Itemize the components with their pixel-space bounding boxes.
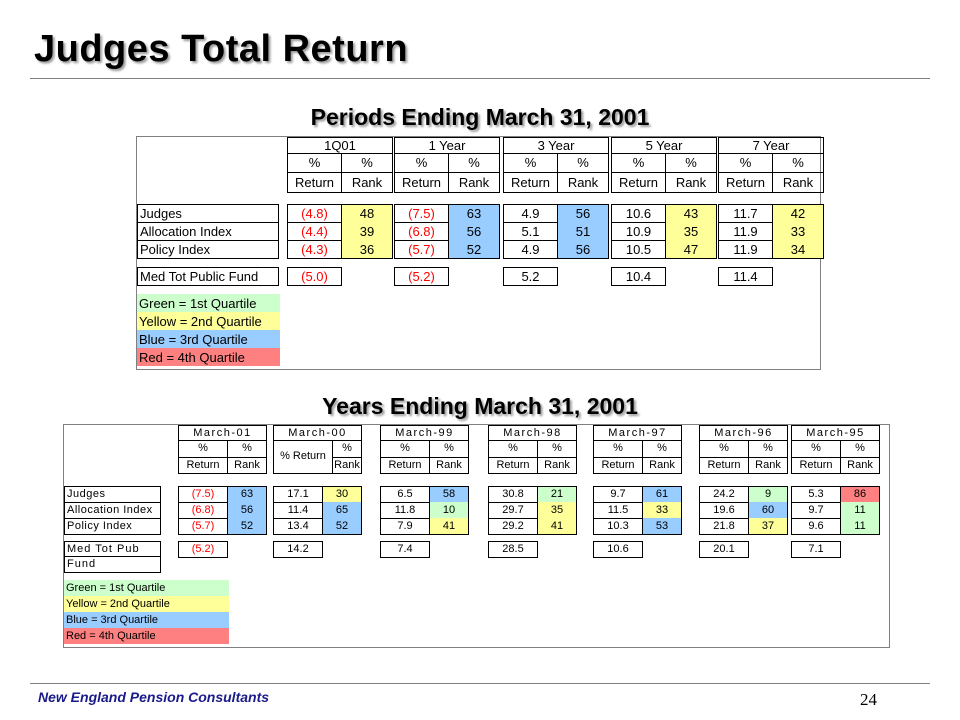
return-cell: 19.6 [699,502,749,519]
return-cell: 10.9 [611,222,666,241]
fund-return-cell: 5.2 [503,267,558,286]
fund-label-line1: Med Tot Pub [64,541,161,557]
col-return-top: % [178,440,228,458]
col-rank-top: % [227,440,267,458]
return-cell: 7.9 [380,518,430,535]
rank-cell: 11 [840,518,880,535]
legend-yellow: Yellow = 2nd Quartile [64,596,229,612]
col-rank-bottom: Rank [557,173,609,193]
col-return-bottom: Return [503,173,558,193]
fund-return-cell: 11.4 [718,267,773,286]
rank-cell: 56 [448,222,500,241]
col-rank-bottom: Rank [448,173,500,193]
rank-cell: 11 [840,502,880,519]
fund-return-cell: 7.1 [791,541,841,558]
col-rank-bottom: Rank [341,173,393,193]
page-number: 24 [860,690,877,709]
rank-cell: 56 [557,204,609,223]
row-label: Policy Index [64,518,161,535]
return-cell: 10.5 [611,240,666,259]
rank-cell: 39 [341,222,393,241]
col-return-top: % [380,440,430,458]
col-return-combined: % Return [273,440,333,474]
return-cell: 11.4 [273,502,323,519]
footer-org: New England Pension Consultants [38,689,270,705]
fund-return-cell: 14.2 [273,541,323,558]
return-cell: (6.8) [394,222,449,241]
col-rank-top: % [537,440,577,458]
return-cell: 13.4 [273,518,323,535]
col-rank-bottom: Rank [840,457,880,474]
row-label: Policy Index [137,240,279,259]
col-return-bottom: Return [488,457,538,474]
period-header: 3 Year [503,137,609,154]
return-cell: (5.7) [394,240,449,259]
rank-cell: 10 [429,502,469,519]
period-header: March-98 [488,425,577,441]
rank-cell: 86 [840,486,880,503]
row-label: Judges [137,204,279,223]
return-cell: 10.6 [611,204,666,223]
rank-cell: 52 [322,518,362,535]
rank-cell: 35 [537,502,577,519]
col-return-bottom: Return [593,457,643,474]
return-cell: 17.1 [273,486,323,503]
periods-table [136,136,821,370]
rank-cell: 51 [557,222,609,241]
return-cell: 24.2 [699,486,749,503]
return-cell: 4.9 [503,240,558,259]
col-rank-bottom: Rank [227,457,267,474]
fund-return-cell: 28.5 [488,541,538,558]
col-rank-top: % [748,440,788,458]
col-return-top: % [791,440,841,458]
return-cell: 29.7 [488,502,538,519]
rank-cell: 52 [227,518,267,535]
fund-return-cell: (5.2) [394,267,449,286]
col-return-bottom: Return [394,173,449,193]
rank-cell: 65 [322,502,362,519]
fund-return-cell: 20.1 [699,541,749,558]
rank-cell: 43 [665,204,717,223]
col-return-bottom: Return [287,173,342,193]
col-return-top: % [611,153,666,173]
col-rank-bottom: Rank [537,457,577,474]
period-header: March-00 [273,425,362,441]
return-cell: 29.2 [488,518,538,535]
return-cell: 11.9 [718,240,773,259]
rank-cell: 41 [537,518,577,535]
fund-return-cell: 10.6 [593,541,643,558]
col-rank-top: % [448,153,500,173]
return-cell: 9.6 [791,518,841,535]
return-cell: 11.7 [718,204,773,223]
legend-green: Green = 1st Quartile [64,580,229,596]
col-return-bottom: Return [178,457,228,474]
rank-cell: 61 [642,486,682,503]
period-header: March-99 [380,425,469,441]
rank-cell: 52 [448,240,500,259]
col-return-bottom: Return [718,173,773,193]
col-rank-top: % [332,440,362,458]
row-label: Judges [64,486,161,503]
col-return-top: % [593,440,643,458]
rank-cell: 56 [557,240,609,259]
row-label: Allocation Index [137,222,279,241]
rank-cell: 37 [748,518,788,535]
row-label: Allocation Index [64,502,161,519]
fund-return-cell: 10.4 [611,267,666,286]
return-cell: 4.9 [503,204,558,223]
return-cell: 21.8 [699,518,749,535]
fund-return-cell: (5.0) [287,267,342,286]
title-divider [30,78,930,79]
col-rank-top: % [557,153,609,173]
return-cell: (4.8) [287,204,342,223]
rank-cell: 36 [341,240,393,259]
period-header: March-97 [593,425,682,441]
col-return-top: % [503,153,558,173]
period-header: March-95 [791,425,880,441]
return-cell: 10.3 [593,518,643,535]
return-cell: (4.4) [287,222,342,241]
return-cell: 30.8 [488,486,538,503]
col-rank-bottom: Rank [332,457,362,474]
rank-cell: 63 [227,486,267,503]
col-return-top: % [287,153,342,173]
col-return-bottom: Return [699,457,749,474]
rank-cell: 42 [772,204,824,223]
rank-cell: 30 [322,486,362,503]
period-header: 7 Year [718,137,824,154]
col-rank-top: % [665,153,717,173]
legend-blue: Blue = 3rd Quartile [137,330,280,348]
rank-cell: 33 [642,502,682,519]
return-cell: 5.1 [503,222,558,241]
return-cell: 11.5 [593,502,643,519]
rank-cell: 33 [772,222,824,241]
legend-green: Green = 1st Quartile [137,294,280,312]
col-rank-top: % [341,153,393,173]
footer-divider [30,683,930,684]
fund-return-cell: (5.2) [178,541,228,558]
rank-cell: 47 [665,240,717,259]
rank-cell: 63 [448,204,500,223]
fund-return-cell: 7.4 [380,541,430,558]
fund-label-line2: Fund [64,556,161,573]
col-rank-top: % [840,440,880,458]
rank-cell: 41 [429,518,469,535]
legend-red: Red = 4th Quartile [64,628,229,644]
col-return-top: % [394,153,449,173]
return-cell: (7.5) [394,204,449,223]
legend-red: Red = 4th Quartile [137,348,280,366]
fund-label: Med Tot Public Fund [137,267,279,286]
return-cell: (5.7) [178,518,228,535]
return-cell: (7.5) [178,486,228,503]
return-cell: 11.9 [718,222,773,241]
rank-cell: 21 [537,486,577,503]
col-rank-bottom: Rank [772,173,824,193]
col-rank-top: % [642,440,682,458]
return-cell: 6.5 [380,486,430,503]
rank-cell: 35 [665,222,717,241]
rank-cell: 48 [341,204,393,223]
years-table [63,424,890,648]
return-cell: (6.8) [178,502,228,519]
col-return-top: % [488,440,538,458]
page-title: Judges Total Return [34,28,409,70]
period-header: 5 Year [611,137,717,154]
return-cell: 9.7 [791,502,841,519]
col-return-top: % [699,440,749,458]
period-header: 1 Year [394,137,500,154]
col-return-top: % [718,153,773,173]
return-cell: 5.3 [791,486,841,503]
col-rank-bottom: Rank [429,457,469,474]
col-return-bottom: Return [611,173,666,193]
col-return-bottom: Return [380,457,430,474]
rank-cell: 9 [748,486,788,503]
col-return-bottom: Return [791,457,841,474]
rank-cell: 58 [429,486,469,503]
rank-cell: 34 [772,240,824,259]
col-rank-top: % [429,440,469,458]
legend-blue: Blue = 3rd Quartile [64,612,229,628]
period-header: 1Q01 [287,137,393,154]
col-rank-bottom: Rank [665,173,717,193]
table1-heading: Periods Ending March 31, 2001 [310,104,650,130]
return-cell: (4.3) [287,240,342,259]
col-rank-top: % [772,153,824,173]
col-rank-bottom: Rank [642,457,682,474]
col-rank-bottom: Rank [748,457,788,474]
legend-yellow: Yellow = 2nd Quartile [137,312,280,330]
rank-cell: 56 [227,502,267,519]
return-cell: 11.8 [380,502,430,519]
period-header: March-96 [699,425,788,441]
return-cell: 9.7 [593,486,643,503]
period-header: March-01 [178,425,267,441]
table2-heading: Years Ending March 31, 2001 [322,393,638,419]
rank-cell: 60 [748,502,788,519]
rank-cell: 53 [642,518,682,535]
